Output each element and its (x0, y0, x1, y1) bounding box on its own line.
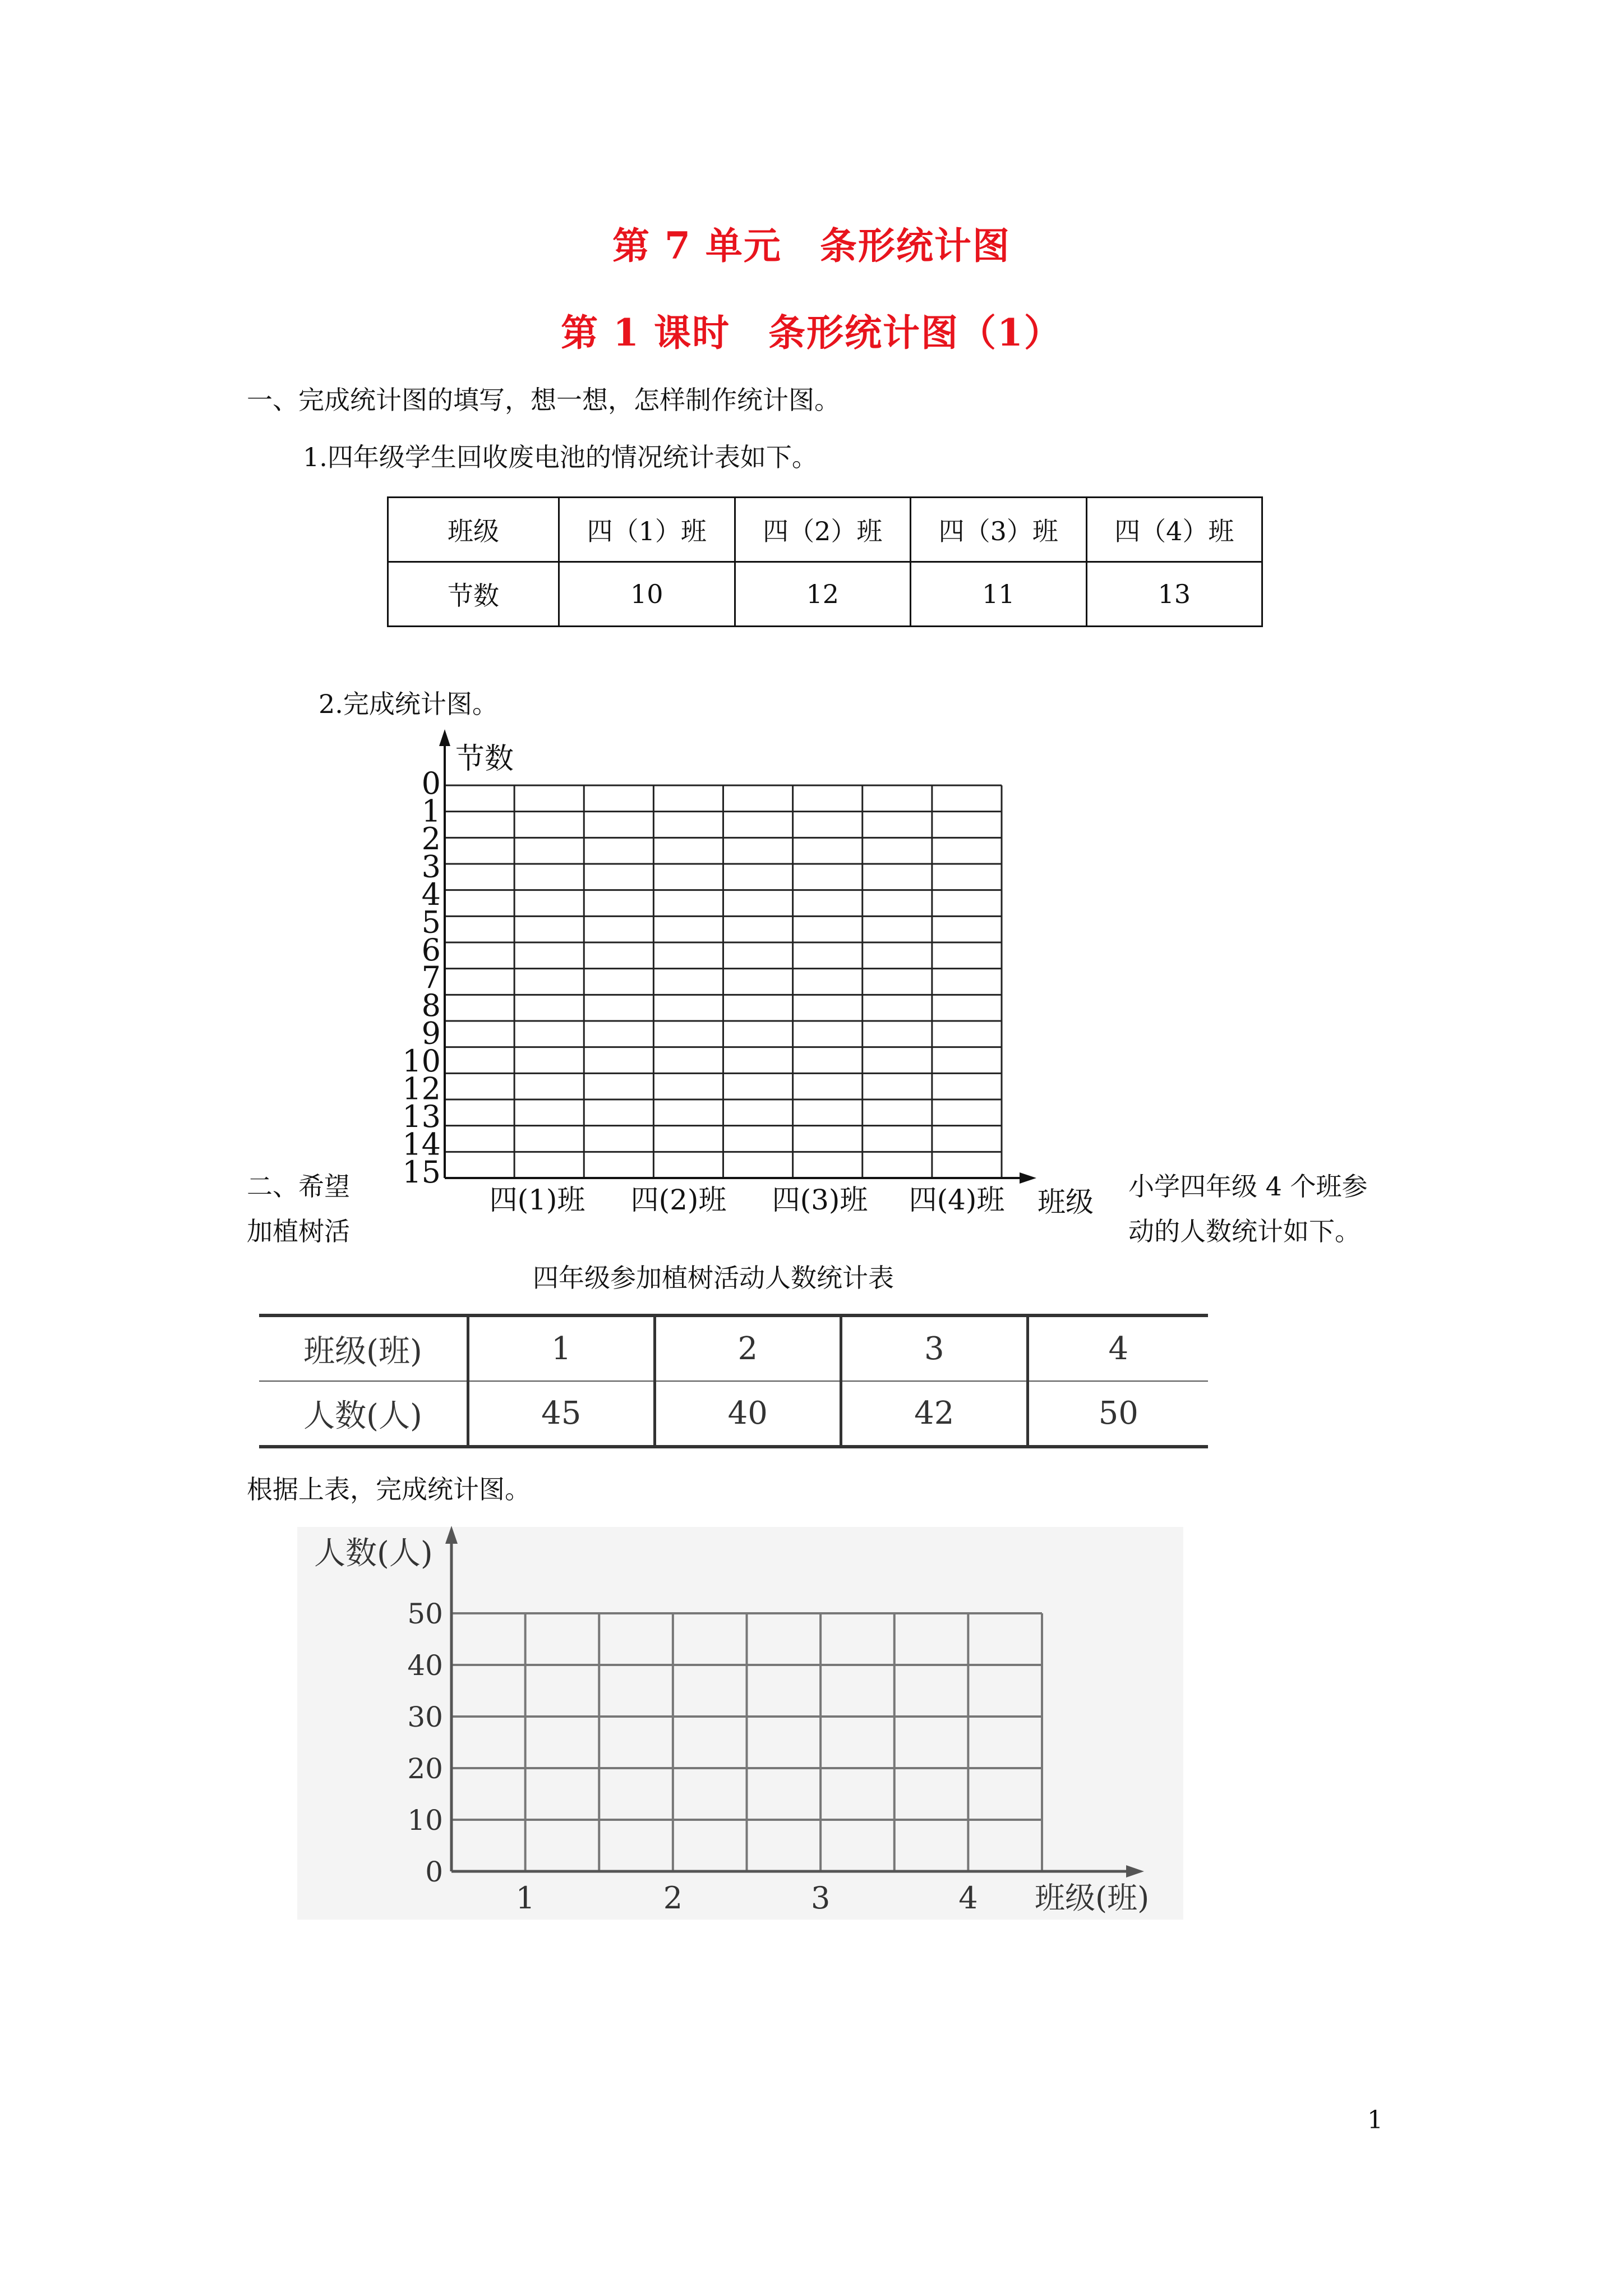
x-axis-arrow (1020, 1172, 1036, 1184)
table-header-cell: 1 (468, 1315, 655, 1381)
page-number: 1 (1367, 2106, 1383, 2134)
y-tick-label: 10 (407, 1804, 443, 1837)
table-cell: 40 (654, 1381, 841, 1447)
unit-title: 第 7 单元 条形统计图 (612, 224, 1011, 268)
table-cell: 42 (841, 1381, 1028, 1447)
table-header-cell: 四（1）班 (559, 498, 735, 562)
table-row (259, 1315, 1208, 1381)
section1-heading: 一、完成统计图的填写，想一想，怎样制作统计图。 (247, 385, 840, 415)
y-axis-label: 节数 (455, 742, 514, 776)
table-cell: 11 (911, 562, 1087, 627)
y-tick-label: 0 (421, 766, 441, 801)
table-cell: 12 (735, 562, 911, 627)
y-tick-label: 7 (421, 960, 441, 996)
y-tick-label: 9 (421, 1015, 441, 1051)
section2-intro-left-1: 二、希望 (247, 1171, 350, 1202)
y-tick-label: 2 (421, 821, 441, 857)
y-tick-label: 30 (407, 1701, 443, 1733)
x-tick-label: 3 (810, 1880, 831, 1916)
y-tick-label: 3 (421, 849, 441, 885)
y-tick-label: 0 (425, 1856, 443, 1888)
y-tick-label: 1 (421, 793, 441, 829)
question-2: 2.完成统计图。 (319, 689, 498, 719)
x-tick-label: 2 (663, 1880, 683, 1916)
y-tick-label: 14 (402, 1126, 441, 1162)
section2-intro-left-2: 加植树活 (247, 1216, 350, 1246)
table-cell: 13 (1086, 562, 1262, 627)
section2-instruction: 根据上表，完成统计图。 (247, 1474, 531, 1504)
x-tick-label: 四(1)班 (489, 1184, 585, 1216)
table-header-cell: 四（3）班 (911, 498, 1087, 562)
y-tick-label: 50 (407, 1598, 443, 1630)
x-tick-label: 四(3)班 (772, 1184, 868, 1216)
table-row (259, 1381, 1208, 1447)
table-header-cell: 四（4）班 (1086, 498, 1262, 562)
y-tick-label: 20 (407, 1752, 443, 1785)
tree-table (259, 1314, 1208, 1448)
x-tick-label: 1 (515, 1880, 535, 1916)
y-tick-label: 15 (402, 1154, 441, 1190)
table-cell: 10 (559, 562, 735, 627)
y-axis-label: 人数(人) (314, 1535, 433, 1572)
lesson-title: 第 1 课时 条形统计图（1） (561, 311, 1062, 355)
x-tick-label: 四(2)班 (630, 1184, 727, 1216)
section2-intro-right-1: 小学四年级 4 个班参 (1128, 1171, 1368, 1202)
x-axis-label: 班级(班) (1035, 1880, 1150, 1916)
table-cell: 45 (468, 1381, 655, 1447)
y-axis-arrow (439, 729, 450, 746)
y-tick-label: 5 (421, 904, 441, 940)
section2-intro-right-2: 动的人数统计如下。 (1128, 1216, 1361, 1246)
table-header-cell: 四（2）班 (735, 498, 911, 562)
tree-table-title: 四年级参加植树活动人数统计表 (533, 1263, 894, 1293)
y-tick-label: 8 (421, 988, 441, 1023)
table-cell: 50 (1027, 1381, 1208, 1447)
y-tick-label: 4 (421, 877, 441, 912)
table-header-cell: 4 (1027, 1315, 1208, 1381)
table-header-cell: 班级(班) (259, 1315, 468, 1381)
table-header-cell: 班级 (388, 498, 559, 562)
table-header-cell: 3 (841, 1315, 1028, 1381)
table-header-cell: 2 (654, 1315, 841, 1381)
table-cell: 节数 (388, 562, 559, 627)
x-tick-label: 四(4)班 (909, 1184, 1005, 1216)
x-tick-label: 4 (958, 1880, 978, 1916)
y-tick-label: 10 (402, 1043, 441, 1079)
y-tick-label: 6 (421, 932, 441, 968)
question-1: 1.四年级学生回收废电池的情况统计表如下。 (303, 442, 818, 472)
x-axis-label: 班级 (1038, 1186, 1094, 1218)
y-tick-label: 12 (402, 1071, 441, 1107)
y-tick-label: 13 (402, 1099, 441, 1134)
y-tick-label: 40 (407, 1649, 443, 1682)
table-cell: 人数(人) (259, 1381, 468, 1447)
